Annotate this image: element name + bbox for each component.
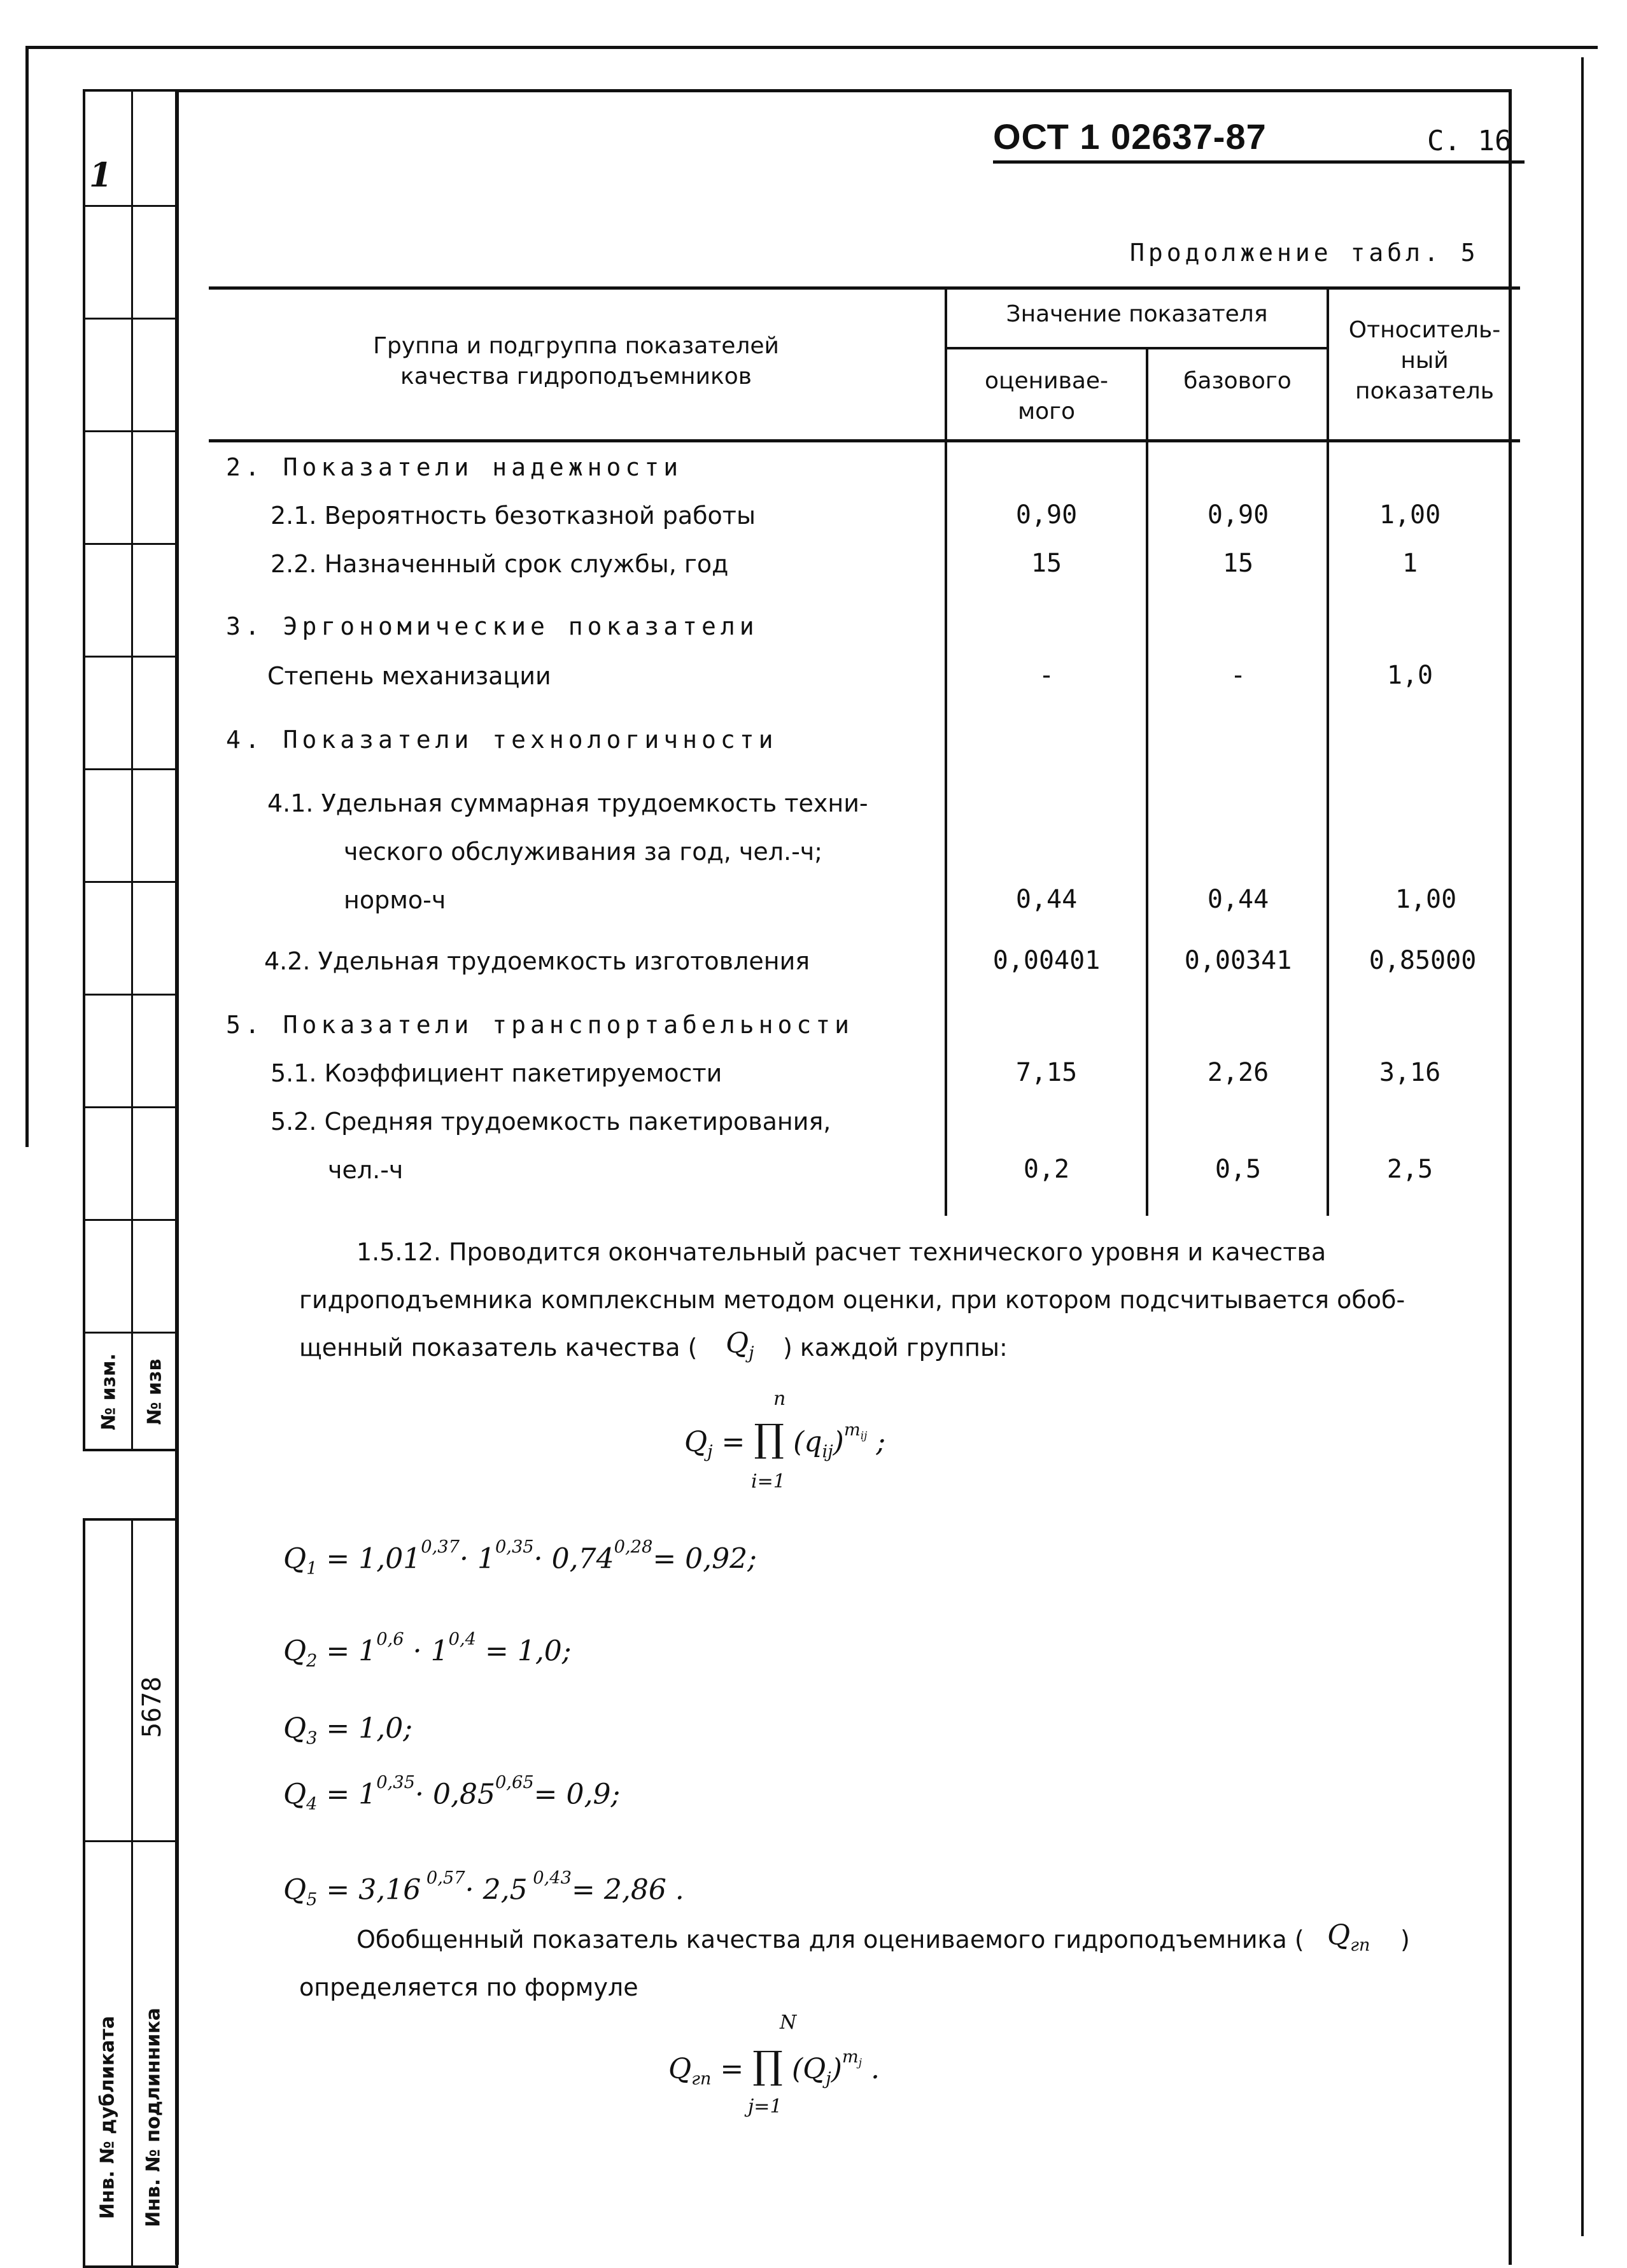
row-2-2-label: 2.2. Назначенный срок службы, год xyxy=(271,550,729,578)
formula-qgp-lower-limit: j=1 xyxy=(748,2095,782,2118)
paragraph-2-line-1-start: Обобщенный показатель качества для оцениваемого гидроподъемника ( xyxy=(356,1926,1304,1954)
outer-border-right xyxy=(1581,57,1584,2236)
paragraph-2-line-1-end: ) xyxy=(1400,1926,1410,1954)
outer-border-top xyxy=(25,46,1598,49)
page-number: С. 16 xyxy=(1427,125,1512,157)
row-4-1-relative: 1,00 xyxy=(1395,885,1457,914)
row-2-2-base: 15 xyxy=(1222,549,1254,578)
row-3-base: - xyxy=(1230,661,1246,690)
row-5-2-evaluated: 0,2 xyxy=(1023,1155,1070,1184)
row-2-1-relative: 1,00 xyxy=(1379,500,1441,530)
row-2-1-label: 2.1. Вероятность безотказной работы xyxy=(271,502,756,530)
formula-qj-upper-limit: n xyxy=(773,1388,786,1410)
row-5-1-label: 5.1. Коэффициент пакетируемости xyxy=(271,1059,722,1087)
rev-no-label: № изм. xyxy=(97,1353,120,1430)
formula-q5: $Q_5 = 3,16$ $^{0,57}$· 2,5 $^{0,43}$= 2,86 . xyxy=(283,1868,684,1910)
row-4-2-evaluated: 0,00401 xyxy=(992,946,1101,975)
document-number: ОСТ 1 02637-87 xyxy=(993,116,1267,157)
row-5-1-relative: 3,16 xyxy=(1379,1058,1441,1087)
paragraph-1-line-3-start: щенный показатель качества ( xyxy=(299,1334,698,1362)
side-stamp-lower xyxy=(83,1518,178,2268)
row-5-1-base: 2,26 xyxy=(1207,1058,1269,1087)
row-2-2-relative: 1 xyxy=(1402,549,1418,578)
qgp-symbol: $Q_{гп}$ xyxy=(1327,1919,1370,1955)
row-5-2-base: 0,5 xyxy=(1215,1155,1262,1184)
row-5-2-relative: 2,5 xyxy=(1386,1155,1433,1184)
table-header-rule xyxy=(209,439,1520,442)
header-relative: Относитель- ный показатель xyxy=(1348,317,1501,404)
header-underline xyxy=(993,160,1525,164)
paragraph-1-line-2: гидроподъемника комплексным методом оценки, при котором подсчитывается обоб- xyxy=(299,1286,1405,1314)
row-5-2-label-line1: 5.2. Средняя трудоемкость пакетирования, xyxy=(271,1108,831,1136)
row-4-2-base: 0,00341 xyxy=(1184,946,1292,975)
outer-border-left xyxy=(25,46,29,1147)
row-3-label: Степень механизации xyxy=(267,662,551,690)
section-2-title: 2. Показатели надежности xyxy=(226,453,683,481)
table-top-rule xyxy=(209,286,1520,290)
row-5-2-label-line2: чел.-ч xyxy=(328,1156,404,1184)
inv-original-value: 5678 xyxy=(137,1676,167,1738)
notice-no-label: № изв xyxy=(143,1358,166,1425)
paragraph-2-line-2: определяется по формуле xyxy=(299,1973,638,2001)
row-5-1-evaluated: 7,15 xyxy=(1015,1058,1078,1087)
header-base: базового xyxy=(1183,368,1292,394)
row-2-2-evaluated: 15 xyxy=(1031,549,1062,578)
row-2-1-base: 0,90 xyxy=(1207,500,1269,530)
row-2-1-evaluated: 0,90 xyxy=(1015,500,1078,530)
row-4-1-base: 0,44 xyxy=(1207,885,1269,914)
formula-q2: $Q_2 = 1^{0,6} \cdot 1^{0,4} = 1,0$; xyxy=(283,1630,572,1672)
header-group: Группа и подгруппа показателей качества гидроподъемников xyxy=(373,333,779,390)
row-4-1-evaluated: 0,44 xyxy=(1015,885,1078,914)
formula-qgp: $Q_{гп}$ = ∏ $(Q_j)^{m_j}$ . xyxy=(668,2043,880,2089)
inv-duplicate-label: Инв. № дубликата xyxy=(96,2015,119,2220)
row-4-1-label-line1: 4.1. Удельная суммарная трудоемкость техни- xyxy=(267,789,868,817)
corner-mark: 1 xyxy=(89,156,113,195)
table-subheader-rule xyxy=(945,347,1329,349)
row-3-relative: 1,0 xyxy=(1386,661,1433,690)
row-4-1-label-line3: нормо-ч xyxy=(344,886,446,914)
formula-q4: $Q_4 = 1^{0,35}\cdot 0,85^{0,65}= 0,9$; xyxy=(283,1773,621,1815)
header-value: Значение показателя xyxy=(1006,301,1268,327)
paragraph-1-line-1: 1.5.12. Проводится окончательный расчет технического уровня и качества xyxy=(356,1238,1327,1266)
header-evaluated: оценивае- мого xyxy=(984,368,1109,425)
row-4-2-label: 4.2. Удельная трудоемкость изготовления xyxy=(264,947,810,975)
section-3-title: 3. Эргономические показатели xyxy=(226,612,759,640)
formula-qj-lower-limit: i=1 xyxy=(751,1470,785,1493)
inv-original-label: Инв. № подлинника xyxy=(142,2008,165,2227)
formula-qgp-upper-limit: N xyxy=(780,2011,797,2034)
formula-qj: $Q_j$ = ∏ $(q_{ij})^{m_{ij}}$ ; xyxy=(684,1416,886,1462)
side-stamp-upper xyxy=(83,89,178,1451)
formula-q3: $Q_3 = 1,0$; xyxy=(283,1712,413,1749)
qj-symbol: $Q_j$ xyxy=(726,1327,754,1363)
paragraph-1-line-3-end: ) каждой группы: xyxy=(783,1334,1008,1362)
row-3-evaluated: - xyxy=(1038,661,1055,690)
section-5-title: 5. Показатели транспортабельности xyxy=(226,1011,854,1039)
formula-q1: $Q_1 = 1,01^{0,37}\cdot 1^{0,35}\cdot 0,74^{0,28}= 0,92$; xyxy=(283,1537,757,1579)
row-4-1-label-line2: ческого обслуживания за год, чел.-ч; xyxy=(344,838,823,866)
table-continuation-label: Продолжение табл. 5 xyxy=(1130,239,1479,267)
row-4-2-relative: 0,85000 xyxy=(1369,946,1477,975)
section-4-title: 4. Показатели технологичности xyxy=(226,726,778,754)
